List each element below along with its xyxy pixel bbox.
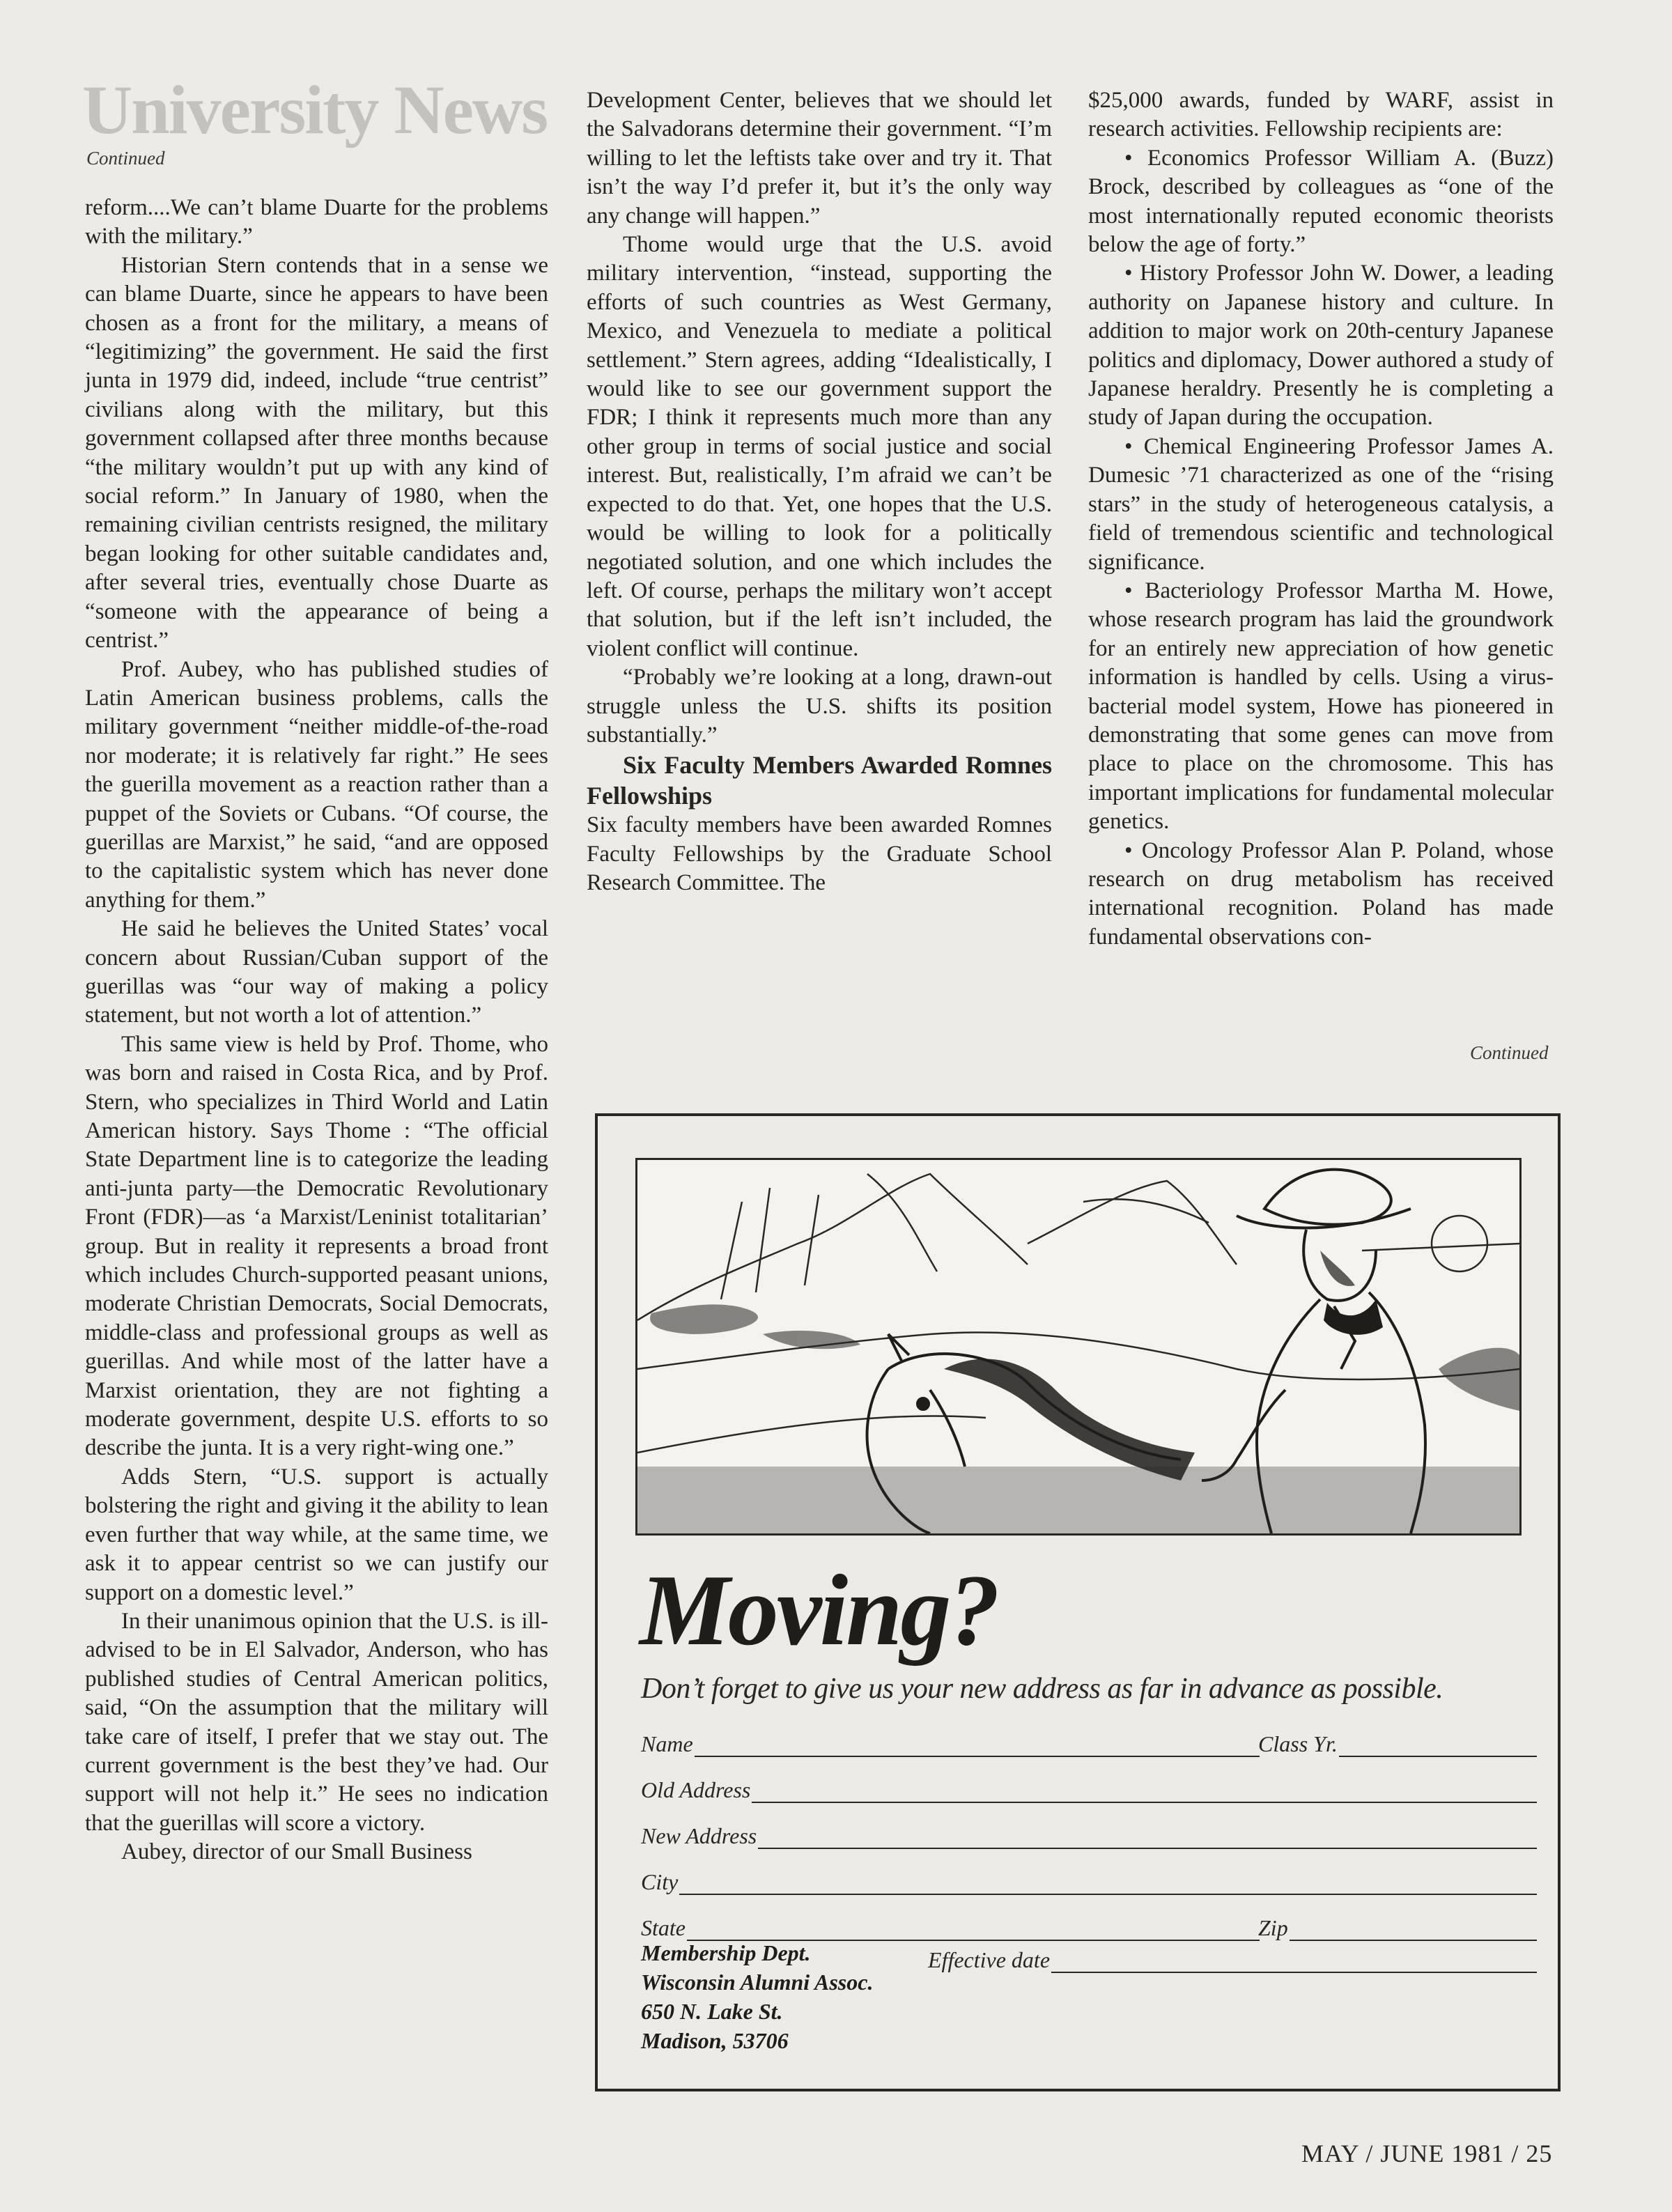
continued-label: Continued: [86, 148, 165, 169]
cowboy-illustration: [635, 1158, 1522, 1536]
effective-date-field[interactable]: [928, 1945, 1537, 1973]
article-heading: Six Faculty Members Awarded Romnes Fellowships: [587, 751, 1052, 810]
address-line: Membership Dept.: [641, 1940, 811, 1965]
paragraph: Adds Stern, “U.S. support is actually bolstering the right and giving it the ability to lean even further that way while, at the same time, we ask it to appear centrist so we can justify our support on a domestic level.”: [85, 1464, 548, 1605]
paragraph: • Bacteriology Professor Martha M. Howe, whose research program has laid the groundwork for an entirely new appreciation of how genetic information is handled by cells. Using a virus-bacterial model system, Howe has pioneered in demonstrating that some genes can move from place to place on the chromosome. This has important implications for fundamental molecular genetics.: [1088, 578, 1554, 835]
mailing-address: [641, 1938, 873, 2055]
paragraph: Six faculty members have been awarded Romnes Faculty Fellowships by the Graduate School Research Committee. The: [587, 812, 1052, 896]
state-label: State: [641, 1915, 686, 1940]
paragraph: • Oncology Professor Alan P. Poland, whose research on drug metabolism has received international recognition. Poland has made fundamental observations con-: [1088, 837, 1554, 950]
paragraph: Development Center, believes that we should let the Salvadorans determine their government. “I’m willing to let the leftists take over and try it. That isn’t the way I’d prefer it, but it’s the only way any change will happen.”: [587, 88, 1052, 229]
paragraph: Thome would urge that the U.S. avoid military intervention, “instead, supporting the efforts of such countries as West Germany, Mexico, and Venezuela to mediate a political settlement.” Stern agrees, adding “Idealistically, I would like to see our government support the FDR; I think it represents much more than any other group in terms of social justice and social interest. But, realistically, I’m afraid we can’t be expected to do that. Yet, one hopes that the U.S. would be willing to look for a politically negotiated solution, and one which includes the left. Of course, perhaps the military won’t accept that solution, but if the left isn’t included, the violent conflict will continue.: [587, 232, 1052, 661]
paragraph: Aubey, director of our Small Business: [121, 1839, 472, 1865]
city-label: City: [641, 1869, 679, 1894]
class-year-label: Class Yr.: [1258, 1731, 1338, 1756]
state-field[interactable]: [641, 1913, 1260, 1941]
paragraph: Prof. Aubey, who has published studies of Latin American business problems, calls the military government “neither middle-of-the-road nor moderate; it is relatively far right.” He sees the guerilla movement as a reaction rather than a puppet of the Soviets or Cubans. “Of course, the guerillas are Marxist,” he said, “and are opposed to the capitalistic system which has never done anything for them.”: [85, 656, 548, 913]
ad-subtitle: Don’t forget to give us your new address as far in advance as possible.: [641, 1673, 1443, 1705]
section-title: University News: [82, 71, 548, 148]
paragraph: In their unanimous opinion that the U.S. is ill-advised to be in El Salvador, Anderson, who has published studies of Central American politics, said, “On the assumption that the military will take care of itself, I prefer that we stay out. The current government is the best they’ve had. Our support will not help it.” He sees no indication that the guerillas will score a victory.: [85, 1608, 548, 1836]
paragraph: • Chemical Engineering Professor James A. Dumesic ’71 characterized as one of the “rising stars” in the study of heterogeneous catalysis, a field of tremendous scientific and technological significance.: [1088, 433, 1554, 575]
continued-label-bottom: Continued: [1470, 1042, 1549, 1063]
old-address-label: Old Address: [641, 1777, 751, 1802]
paragraph: He said he believes the United States’ vocal concern about Russian/Cuban support of the guerillas was “our way of making a policy statement, but not worth a lot of attention.”: [85, 916, 548, 1028]
new-address-label: New Address: [641, 1823, 757, 1848]
address-line: Wisconsin Alumni Assoc.: [641, 1970, 874, 1995]
paragraph: Historian Stern contends that in a sense we can blame Duarte, since he appears to have been chosen as a front for the military, a means of “legitimizing” the government. He said the first junta in 1979 did, indeed, include “true centrist” civilians along with the military, but this government collapsed after three months because “the military wouldn’t put up with any kind of social reform.” In January of 1980, when the remaining civilian centrists resigned, the military began looking for other suitable candidates and, after several tries, eventually chose Duarte as “someone with the appearance of being a centrist.”: [85, 252, 548, 653]
zip-field[interactable]: [1258, 1913, 1537, 1941]
paragraph: “Probably we’re looking at a long, drawn-out struggle unless the U.S. shifts its position substantially.”: [587, 665, 1052, 748]
name-field[interactable]: [641, 1729, 1260, 1757]
paragraph: This same view is held by Prof. Thome, who was born and raised in Costa Rica, and by Prof. Stern, who specializes in Third World and Latin American history. Says Thome : “The official State Department line is to categorize the leading anti-junta party—the Democratic Revolutionary Front (FDR)—as ‘a Marxist/Leninist totalitarian’ group. But in reality it represents a broad front which includes Church-supported peasant unions, moderate Christian Democrats, Social Democrats, middle-class and professional groups as well as guerillas. And while most of the latter have a Marxist orientation, they are not fighting a moderate government, despite U.S. efforts to so describe the junta. It is a very right-wing one.”: [85, 1031, 548, 1461]
zip-label: Zip: [1258, 1915, 1288, 1940]
new-address-field[interactable]: [641, 1821, 1537, 1849]
city-field[interactable]: [641, 1867, 1537, 1895]
moving-ad-box: [595, 1113, 1561, 2091]
paragraph: • History Professor John W. Dower, a leading authority on Japanese history and culture. In addition to major work on 20th-century Japanese politics and diplomacy, Dower authored a study of Japanese heraldry. Presently he is completing a study of Japan during the occupation.: [1088, 261, 1554, 431]
address-line: Madison, 53706: [641, 2028, 789, 2053]
effective-date-label: Effective date: [928, 1947, 1051, 1972]
ad-title: Moving?: [640, 1554, 998, 1666]
class-year-field[interactable]: [1258, 1729, 1537, 1757]
old-address-field[interactable]: [641, 1775, 1537, 1803]
paragraph: • Economics Professor William A. (Buzz) Brock, described by colleagues as “one of the most internationally reputed economic theorists below the age of forty.”: [1088, 145, 1554, 258]
article-column-2: [587, 86, 1052, 898]
article-column-1: [85, 194, 548, 1867]
address-line: 650 N. Lake St.: [641, 1999, 783, 2024]
name-label: Name: [641, 1731, 693, 1756]
paragraph: reform....We can’t blame Duarte for the problems with the military.”: [85, 195, 548, 249]
page-folio: MAY / JUNE 1981 / 25: [1301, 2140, 1553, 2167]
paragraph: $25,000 awards, funded by WARF, assist in research activities. Fellowship recipients are:: [1088, 88, 1554, 142]
article-column-3: [1088, 86, 1554, 952]
